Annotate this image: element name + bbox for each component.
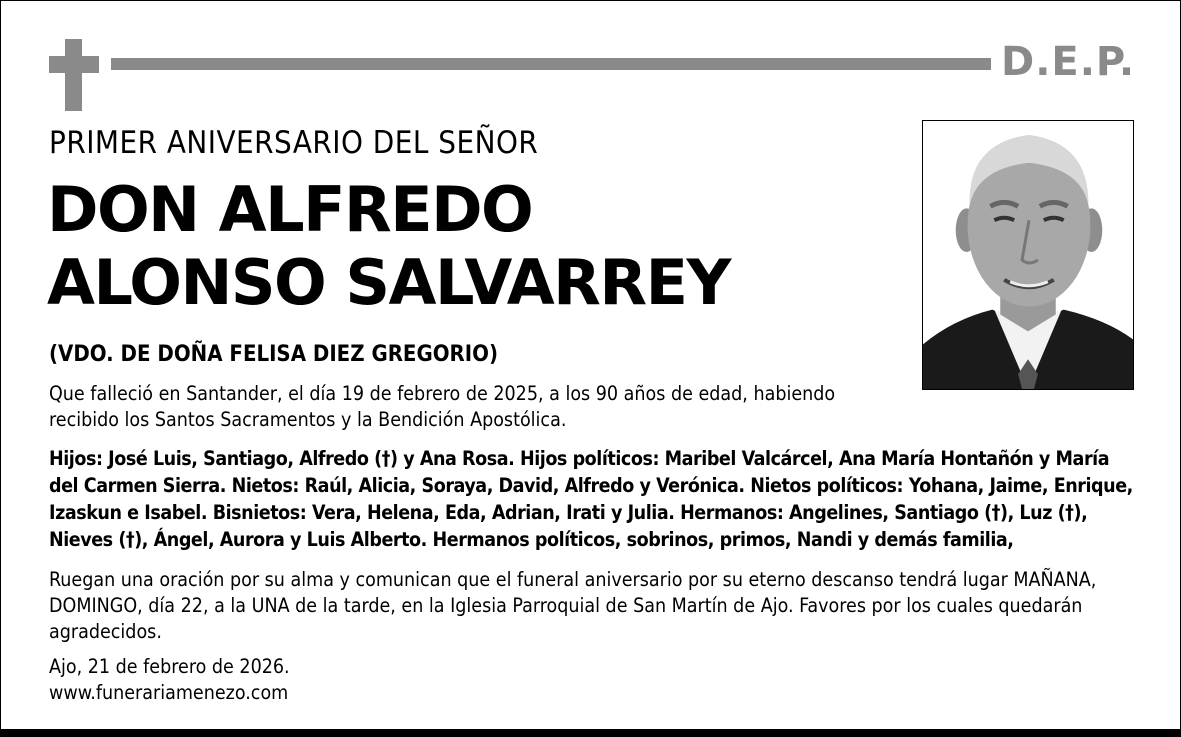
portrait-illustration — [923, 121, 1133, 389]
header-rule — [111, 58, 991, 70]
deceased-name-line-2: ALONSO SALVARREY — [47, 246, 730, 319]
funeral-announcement: Ruegan una oración por su alma y comunican que el funeral aniversario por su eterno descanso tendrá lugar MAÑANA, DOMINGO, día 22, a la UNA de la tarde, en la Iglesia Parroquial de San Martín de Ajo. Favores por los cuales quedarán agradecidos. — [49, 568, 1097, 643]
notice-subtitle: PRIMER ANIVERSARIO DEL SEÑOR — [49, 125, 539, 161]
dep-label: D.E.P. — [1001, 39, 1136, 85]
widow-of-line: (VDO. DE DOÑA FELISA DIEZ GREGORIO) — [49, 342, 498, 367]
death-details: Que falleció en Santander, el día 19 de febrero de 2025, a los 90 años de edad, habiendo recibido los Santos Sacramentos y la Bendición Apostólica. — [49, 382, 836, 431]
portrait-photo — [922, 120, 1134, 390]
place-and-date: Ajo, 21 de febrero de 2026. — [49, 655, 290, 678]
cross-icon — [49, 39, 99, 111]
deceased-name-line-1: DON ALFREDO — [47, 173, 533, 246]
family-list: Hijos: José Luis, Santiago, Alfredo (†) y Ana Rosa. Hijos políticos: Maribel Valcárcel, Ana María Hontañón y María del Carmen Sierra. Nietos: Raúl, Alicia, Soraya, David, Alfredo y Verónica. Nietos políticos: Yohana, Jaime, Enrique, Izaskun e Isabel. Bisnietos: Vera, Helena, Eda, Adrian, Irati y Julia. Hermanos: Angelines, Santiago (†), Luz (†), Nieves (†), Ángel, Aurora y Luis Alberto. Hermanos políticos, sobrinos, primos, Nandi y demás familia, — [49, 447, 1133, 551]
deceased-name — [47, 173, 730, 319]
funeral-home-website[interactable]: www.funerariamenezo.com — [49, 681, 289, 704]
